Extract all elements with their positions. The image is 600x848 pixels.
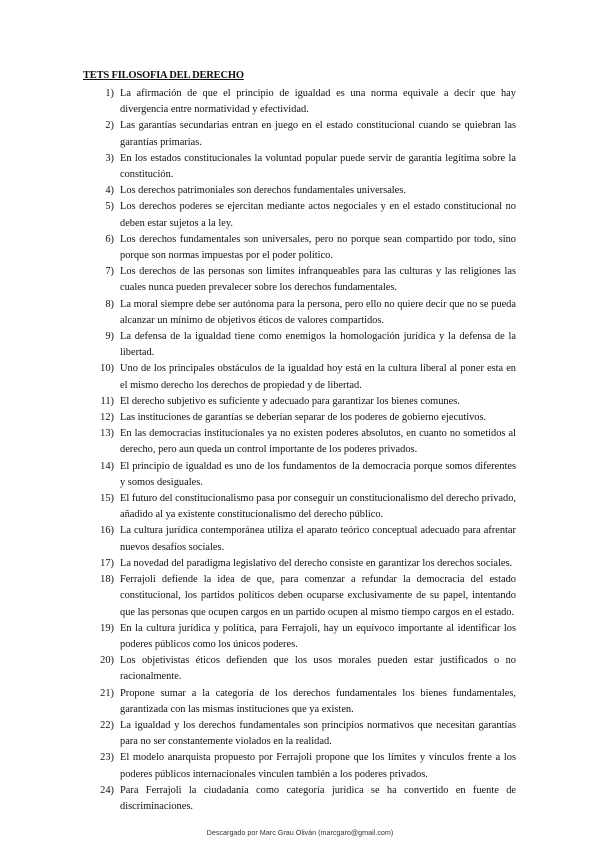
list-item xyxy=(83,297,516,329)
list-item xyxy=(83,523,516,555)
item-number: 6) xyxy=(105,233,114,245)
item-number: 4) xyxy=(105,185,114,197)
item-number: 15) xyxy=(100,493,114,505)
item-number: 10) xyxy=(100,363,114,375)
item-text: Ferrajoli defiende la idea de que, para comenzar a refundar la democracia del estado constitucional, los partidos políticos deben ocuparse exclusivamente de su papel, intentando que las personas que ocupen cargos en un partido ocupen al mismo tiempo cargos en el estado. xyxy=(120,574,516,618)
item-text: Propone sumar a la categoría de los derechos fundamentales los bienes fundamentales, garantizada con las mismas instituciones que ya existen. xyxy=(120,687,516,715)
list-item xyxy=(83,750,516,782)
list-item xyxy=(83,686,516,718)
item-text: En la cultura jurídica y política, para Ferrajoli, hay un equívoco importante al identificar los poderes públicos como los únicos poderes. xyxy=(120,622,516,650)
list-item xyxy=(83,183,516,199)
item-text: En las democracias institucionales ya no existen poderes absolutos, en cuanto no sometidos al derecho, pero aun queda un control importante de los poderes privados. xyxy=(120,428,516,456)
item-text: En los estados constitucionales la voluntad popular puede servir de garantía legítima sobre la constitución. xyxy=(120,152,516,181)
list-item xyxy=(83,783,516,815)
list-item xyxy=(83,232,516,264)
item-number: 7) xyxy=(105,266,114,278)
list-item xyxy=(83,410,516,426)
item-number: 17) xyxy=(100,557,114,569)
item-text: El modelo anarquista propuesto por Ferrajoli propone que los límites y vínculos frente a los poderes públicos internacionales vinculen también a los poderes privados. xyxy=(120,752,516,780)
list-item xyxy=(83,361,516,393)
item-number: 23) xyxy=(100,752,114,764)
item-text: Uno de los principales obstáculos de la igualdad hoy está en la cultura liberal al poner esta en el mismo derecho los derechos de propiedad y de libertad. xyxy=(120,363,516,391)
item-text: Las garantías secundarias entran en juego en el estado constitucional cuando se quiebran las garantías primarias. xyxy=(120,120,516,148)
list-item xyxy=(83,264,516,296)
item-text: La afirmación de que el principio de igualdad es una norma equivale a decir que hay divergencia entre normatividad y efectividad. xyxy=(120,88,516,116)
item-text: Las instituciones de garantías se deberían separar de los poderes de gobierno ejecutivos. xyxy=(120,412,487,424)
list-item xyxy=(83,556,516,572)
item-text: La moral siempre debe ser autónoma para la persona, pero ello no quiere decir que no se pueda alcanzar un mínimo de objetivos éticos de valores compartidos. xyxy=(120,298,516,326)
item-number: 1) xyxy=(105,88,114,99)
list-item xyxy=(83,329,516,361)
item-number: 16) xyxy=(100,525,114,537)
list-item xyxy=(83,118,516,150)
item-text: El principio de igualdad es uno de los fundamentos de la democracia porque somos diferentes y somos desiguales. xyxy=(120,460,516,488)
item-number: 22) xyxy=(100,719,114,731)
item-text: Los derechos poderes se ejercitan mediante actos negociales y en el estado constitucional no deben estar sujetos a la ley. xyxy=(120,201,516,229)
item-number: 20) xyxy=(100,655,114,667)
item-text: El derecho subjetivo es suficiente y adecuado para garantizar los bienes comunes. xyxy=(120,395,460,407)
item-number: 11) xyxy=(100,395,114,407)
list-item xyxy=(83,718,516,750)
item-number: 14) xyxy=(100,460,114,472)
list-item xyxy=(83,199,516,231)
list-item xyxy=(83,491,516,523)
item-number: 21) xyxy=(100,687,114,699)
download-footer: Descargado por Marc Grau Oliván (marcgaro@gmail.com) xyxy=(206,828,394,837)
list-item xyxy=(83,86,516,118)
list-item xyxy=(83,394,516,410)
list-item xyxy=(83,621,516,653)
item-text: Los derechos de las personas son limites infranqueables para las culturas y las religiones las cuales nunca pueden prevalecer sobre los derechos fundamentales. xyxy=(120,266,516,294)
item-text: La novedad del paradigma legislativo del derecho consiste en garantizar los derechos sociales. xyxy=(120,557,513,569)
item-number: 18) xyxy=(100,574,114,586)
item-number: 19) xyxy=(100,622,114,634)
document-title: TETS FILOSOFIA DEL DERECHO xyxy=(83,70,244,81)
list-item xyxy=(83,151,516,183)
item-text: El futuro del constitucionalismo pasa por conseguir un constitucionalismo del derecho privado, añadido al ya existente constitucionalismo del derecho público. xyxy=(120,493,516,521)
item-number: 5) xyxy=(105,201,114,213)
item-number: 12) xyxy=(100,412,114,424)
list-item xyxy=(83,426,516,458)
item-number: 3) xyxy=(105,152,114,164)
item-text: Los objetivistas éticos defienden que los usos morales pueden estar justificados o no racionalmente. xyxy=(120,655,516,683)
item-text: Los derechos patrimoniales son derechos fundamentales universales. xyxy=(120,185,406,197)
item-number: 8) xyxy=(105,298,114,310)
item-text: Los derechos fundamentales son universales, pero no porque sean compartido por todo, sino porque son normas impuestas por el poder político. xyxy=(120,233,516,262)
item-number: 2) xyxy=(105,120,114,132)
question-list xyxy=(83,86,516,815)
item-number: 24) xyxy=(100,784,114,796)
item-text: Para Ferrajoli la ciudadanía como categoría jurídica se ha convertido en fuente de discriminaciones. xyxy=(120,784,516,812)
item-number: 9) xyxy=(105,331,114,343)
list-item xyxy=(83,459,516,491)
list-item xyxy=(83,572,516,621)
item-text: La cultura jurídica contemporánea utiliza el aparato teórico conceptual adecuado para afrentar nuevos desafíos sociales. xyxy=(120,525,516,553)
item-number: 13) xyxy=(100,428,114,440)
item-text: La defensa de la igualdad tiene como enemigos la homologación jurídica y la defensa de la libertad. xyxy=(120,331,516,359)
list-item xyxy=(83,653,516,685)
item-text: La igualdad y los derechos fundamentales son principios normativos que necesitan garantías para no ser constantemente violados en la realidad. xyxy=(120,719,516,748)
